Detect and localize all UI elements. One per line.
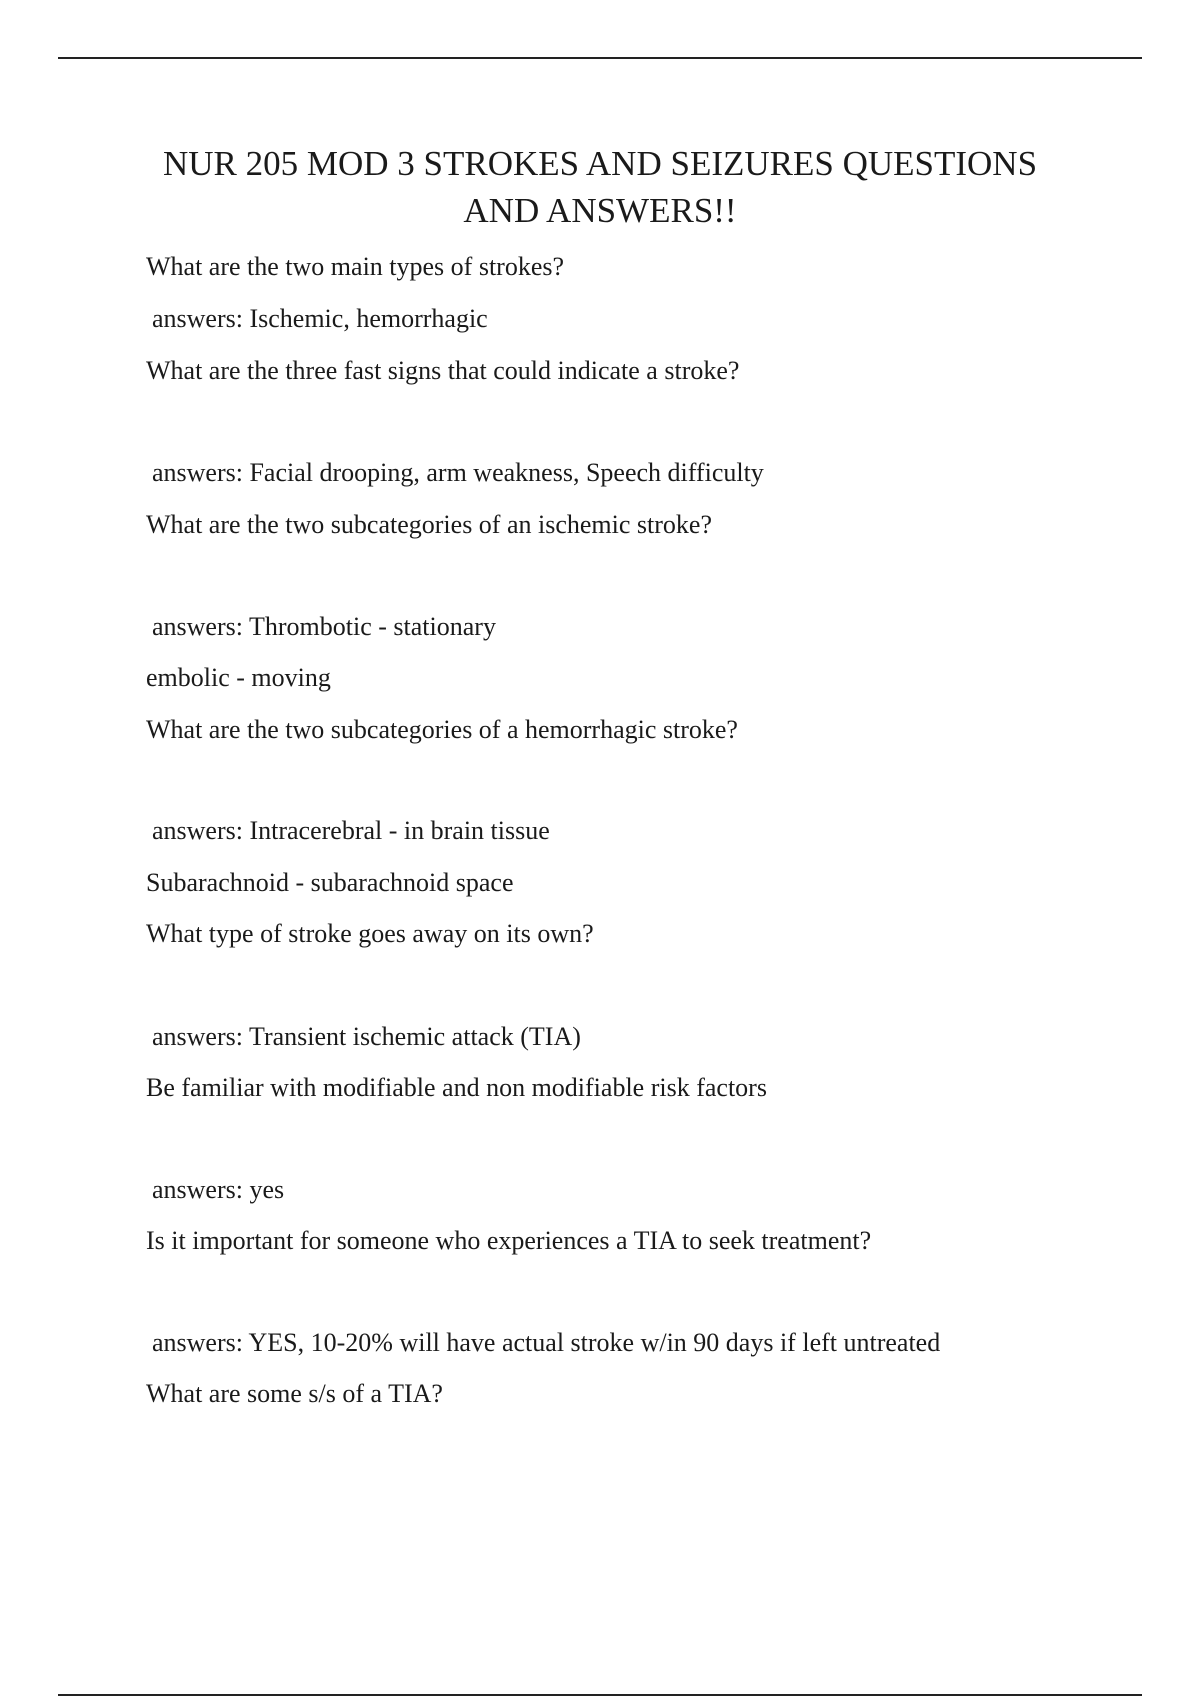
title-line-1: NUR 205 MOD 3 STROKES AND SEIZURES QUESTIONS	[162, 144, 1038, 183]
title-line-2: AND ANSWERS!!	[463, 191, 737, 230]
top-divider	[58, 57, 1142, 59]
question-1: What are the two main types of strokes?	[146, 252, 565, 281]
answer-1: answers: Ischemic, hemorrhagic	[152, 304, 488, 333]
answer-6: answers: yes	[152, 1175, 285, 1204]
answer-7: answers: YES, 10-20% will have actual stroke w/in 90 days if left untreated	[152, 1328, 941, 1357]
answer-3-continued: embolic - moving	[146, 663, 331, 692]
answer-4-continued: Subarachnoid - subarachnoid space	[146, 868, 514, 897]
answer-5: answers: Transient ischemic attack (TIA)	[152, 1022, 581, 1051]
answer-3: answers: Thrombotic - stationary	[152, 612, 496, 641]
question-8: What are some s/s of a TIA?	[146, 1379, 443, 1408]
document-title	[100, 140, 1100, 234]
question-5: What type of stroke goes away on its own?	[146, 919, 594, 948]
answer-2: answers: Facial drooping, arm weakness, Speech difficulty	[152, 458, 764, 487]
bottom-divider	[58, 1694, 1142, 1696]
answer-4: answers: Intracerebral - in brain tissue	[152, 816, 550, 845]
question-6: Be familiar with modifiable and non modifiable risk factors	[146, 1073, 767, 1102]
question-3: What are the two subcategories of an ischemic stroke?	[146, 510, 712, 539]
question-2: What are the three fast signs that could indicate a stroke?	[146, 356, 740, 385]
question-4: What are the two subcategories of a hemorrhagic stroke?	[146, 715, 738, 744]
question-7: Is it important for someone who experiences a TIA to seek treatment?	[146, 1226, 872, 1255]
